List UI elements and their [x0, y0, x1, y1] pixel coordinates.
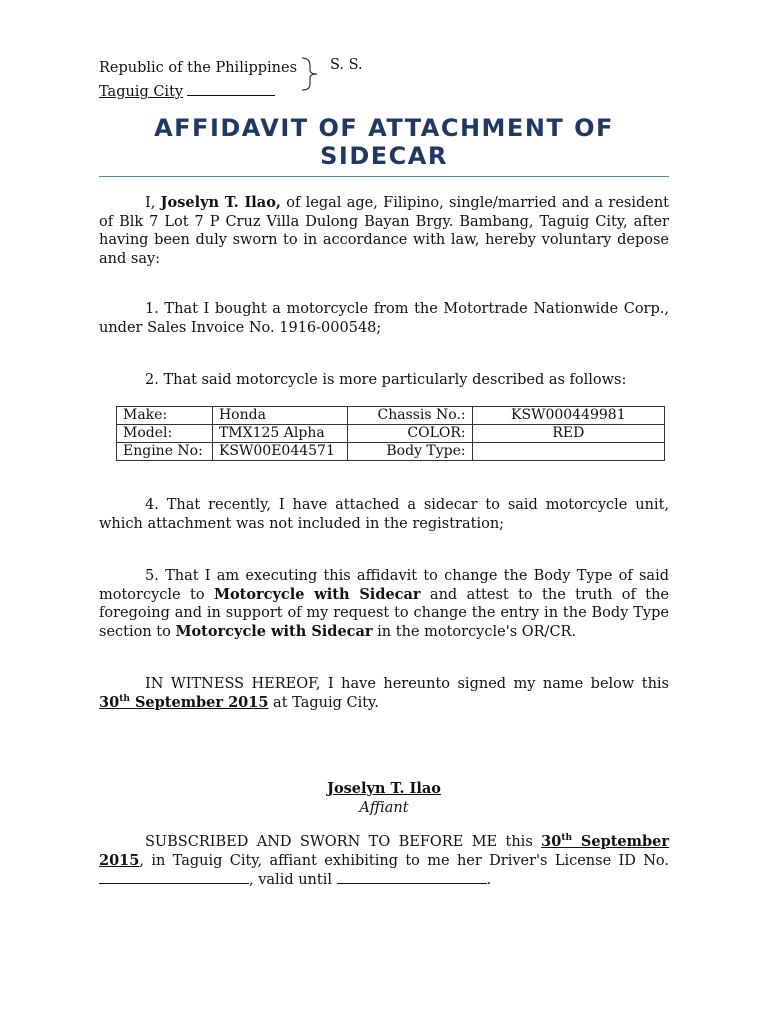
motorcycle-spec-table	[116, 406, 665, 461]
table-row: Engine No: KSW00E044571 Body Type:	[117, 443, 665, 461]
venue-city-row	[99, 80, 297, 104]
title-divider	[99, 176, 669, 177]
item-5: 5. That I am executing this affidavit to change the Body Type of said motorcycle to Motorcycle with Sidecar and attest to the truth of the foregoing and in support of my request to change the entry in the Body Type section to Motorcycle with Sidecar in the motorcycle's OR/CR.	[99, 568, 669, 640]
ss-mark: S. S.	[330, 57, 363, 73]
venue-block	[99, 56, 297, 104]
document-title: AFFIDAVIT OF ATTACHMENT OF SIDECAR	[154, 114, 614, 170]
table-row: Make: Honda Chassis No.: KSW000449981	[117, 407, 665, 425]
curly-brace-icon	[300, 56, 320, 92]
intro-paragraph: I, Joselyn T. Ilao, of legal age, Filipino, single/married and a resident of Blk 7 Lot 7 P Cruz Villa Dulong Bayan Brgy. Bambang, Taguig City, after having been duly sworn to in accordance with law, hereby voluntary depose and say:	[99, 194, 670, 267]
jurat-date: 30th September 2015	[99, 833, 670, 869]
affiant-name: Joselyn T. Ilao,	[160, 194, 281, 211]
table-row: Model: TMX125 Alpha COLOR: RED	[117, 425, 665, 443]
venue-city: Taguig City	[99, 84, 184, 100]
valid-until-blank	[337, 870, 487, 884]
item-4: 4. That recently, I have attached a sidecar to said motorcycle unit, which attachment was not included in the registration;	[99, 497, 669, 532]
affiant-signature-name: Joselyn T. Ilao	[327, 780, 441, 797]
witness-clause: IN WITNESS HEREOF, I have hereunto signed my name below this 30th September 2015 at Taguig City.	[99, 676, 669, 711]
venue-country: Republic of the Philippines	[99, 60, 298, 76]
affiant-role: Affiant	[359, 799, 409, 816]
item-2: 2. That said motorcycle is more particularly described as follows:	[145, 372, 627, 388]
item-1: 1. That I bought a motorcycle from the Motortrade Nationwide Corp., under Sales Invoice No. 1916-000548;	[99, 301, 669, 336]
witness-date: 30th September 2015	[99, 693, 269, 711]
jurat: SUBSCRIBED AND SWORN TO BEFORE ME this 30th September 2015, in Taguig City, affiant exhibiting to me her Driver's License ID No. , valid until .	[99, 833, 670, 888]
venue-city-blank	[187, 81, 275, 96]
license-id-blank	[99, 870, 249, 884]
signature-block	[99, 780, 669, 817]
